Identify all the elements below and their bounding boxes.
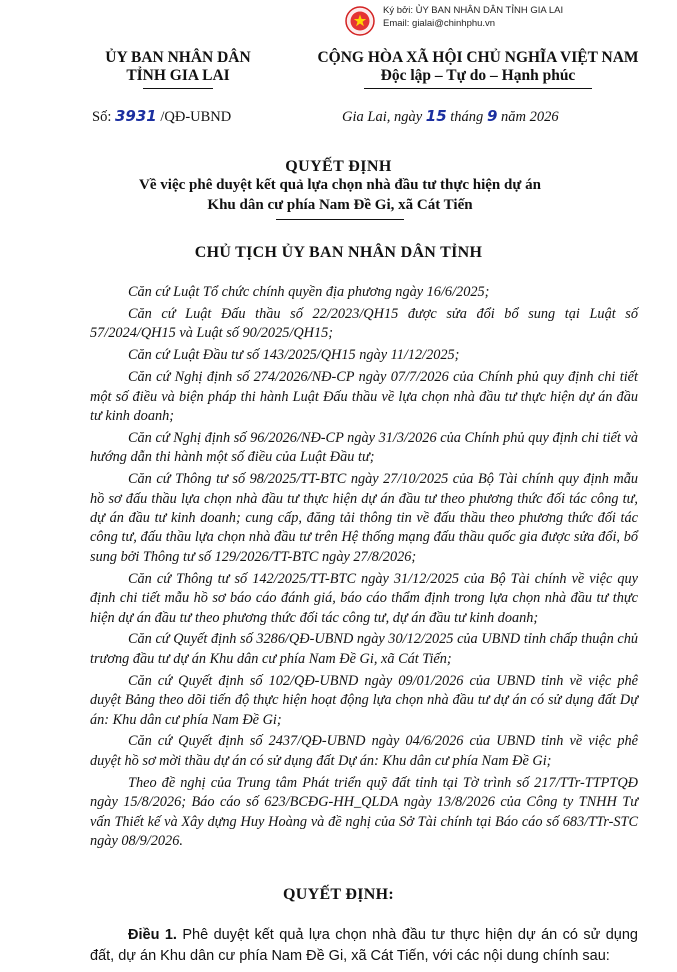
subject-line-1: Về việc phê duyệt kết quả lựa chọn nhà đầu tư thực hiện dự án	[139, 177, 541, 193]
agency-province: TỈNH GIA LAI	[126, 67, 230, 84]
basis-paragraph: Căn cứ Nghị định số 96/2026/NĐ-CP ngày 31/3/2026 của Chính phủ quy định chi tiết và hướng dẫn thi hành một số điều của Luật Đầu tư;	[90, 429, 638, 466]
agency-underline	[143, 88, 213, 89]
document-title: QUYẾT ĐỊNH	[285, 158, 392, 175]
basis-paragraph: Căn cứ Thông tư số 98/2025/TT-BTC ngày 27/10/2025 của Bộ Tài chính quy định mẫu hồ sơ đấu thầu lựa chọn nhà đầu tư thực hiện dự án đầu tư theo phương thức đối tác công tư, dự án đầu tư kinh doanh; cung cấp, đăng tải thông tin về đấu thầu theo phương thức đối tác công tư, đấu thầu lựa chọn nhà đầu tư trên Hệ thống mạng đấu thầu quốc gia được sửa đổi, bổ sung bởi Thông tư số 129/2026/TT-BTC ngày 27/8/2026;	[90, 471, 638, 565]
country-name: CỘNG HÒA XÃ HỘI CHỦ NGHĨA VIỆT NAM	[317, 49, 639, 66]
basis-paragraph: Căn cứ Quyết định số 3286/QĐ-UBND ngày 30/12/2025 của UBND tỉnh chấp thuận chủ trương đầu tư dự án Khu dân cư phía Nam Đề Gi, xã Cát Tiến;	[90, 631, 638, 667]
basis-paragraph: Căn cứ Luật Đầu tư số 143/2025/QH15 ngày 11/12/2025;	[128, 347, 460, 364]
motto-underline	[364, 88, 592, 89]
basis-paragraph: Căn cứ Thông tư số 142/2025/TT-BTC ngày 31/12/2025 của Bộ Tài chính về việc quy định chi tiết mẫu hồ sơ báo cáo đánh giá, báo cáo thẩm định trong lựa chọn nhà đầu tư thực hiện dự án đầu tư theo phương thức đối tác công tư, dự án đầu tư kinh doanh;	[90, 570, 638, 626]
basis-paragraph: Căn cứ Nghị định số 274/2026/NĐ-CP ngày 07/7/2026 của Chính phủ quy định chi tiết một số điều và biện pháp thi hành Luật Đấu thầu về lựa chọn nhà đầu tư thực hiện dự án đầu tư kinh doanh;	[90, 369, 638, 424]
signature-email: Email: gialai@chinhphu.vn	[383, 18, 496, 29]
national-header	[282, 49, 674, 89]
digital-signature-block	[345, 2, 675, 38]
state-emblem-icon	[345, 6, 375, 36]
article-1	[90, 925, 638, 967]
issue-date: Gia Lai, ngày 15 tháng 9 năm 2026	[342, 107, 559, 125]
handwritten-day: 15	[425, 107, 447, 125]
issuing-agency	[62, 49, 294, 89]
document-subject	[60, 175, 620, 220]
basis-paragraph: Căn cứ Luật Đấu thầu số 22/2023/QH15 được sửa đổi bổ sung tại Luật số 57/2024/QH15 và Luật số 90/2025/QH15;	[90, 305, 638, 342]
article-1-text: Phê duyệt kết quả lựa chọn nhà đầu tư thực hiện dự án có sử dụng đất, dự án Khu dân cư phía Nam Đề Gi, xã Cát Tiến, với các nội dung chính sau:	[90, 927, 639, 964]
decision-heading: QUYẾT ĐỊNH:	[282, 886, 395, 903]
basis-paragraph: Căn cứ Quyết định số 102/QĐ-UBND ngày 09/01/2026 của UBND tỉnh về việc phê duyệt Bảng theo dõi tiến độ thực hiện hoạt động lựa chọn nhà đầu tư dự án có sử dụng đất Dự án: Khu dân cư phía Nam Đề Gi;	[90, 672, 638, 728]
national-motto: Độc lập – Tự do – Hạnh phúc	[380, 67, 576, 84]
handwritten-number: 3931	[114, 107, 157, 125]
article-1-label: Điều 1.	[128, 927, 177, 943]
authority-heading: CHỦ TỊCH ỦY BAN NHÂN DÂN TỈNH	[194, 244, 483, 261]
document-number: Số: 3931 /QĐ-UBND	[92, 107, 232, 125]
agency-name: ỦY BAN NHÂN DÂN	[105, 49, 251, 66]
subject-line-2: Khu dân cư phía Nam Đề Gi, xã Cát Tiến	[207, 197, 473, 213]
basis-paragraph: Căn cứ Quyết định số 2437/QĐ-UBND ngày 04/6/2026 của UBND tỉnh về việc phê duyệt hồ sơ mời thầu dự án có sử dụng đất Dự án: Khu dân cư phía Nam Đề Gi;	[90, 733, 638, 769]
subject-underline	[276, 219, 404, 220]
legal-basis	[90, 283, 638, 854]
signed-by-text: Ký bởi: ỦY BAN NHÂN DÂN TỈNH GIA LAI	[383, 5, 564, 16]
basis-paragraph: Theo đề nghị của Trung tâm Phát triển quỹ đất tỉnh tại Tờ trình số 217/TTr-TTPTQĐ ngày 15/8/2026; Báo cáo số 623/BCĐG-HH_QLDA ngày 13/8/2026 của Công ty TNHH Tư vấn Thiết kế và Xây dựng Huy Hoàng và đề nghị của Sở Tài chính tại Báo cáo số 683/TTr-STC ngày 08/9/2026.	[90, 774, 638, 849]
handwritten-month: 9	[486, 107, 498, 125]
basis-paragraph: Căn cứ Luật Tổ chức chính quyền địa phương ngày 16/6/2025;	[128, 284, 490, 300]
